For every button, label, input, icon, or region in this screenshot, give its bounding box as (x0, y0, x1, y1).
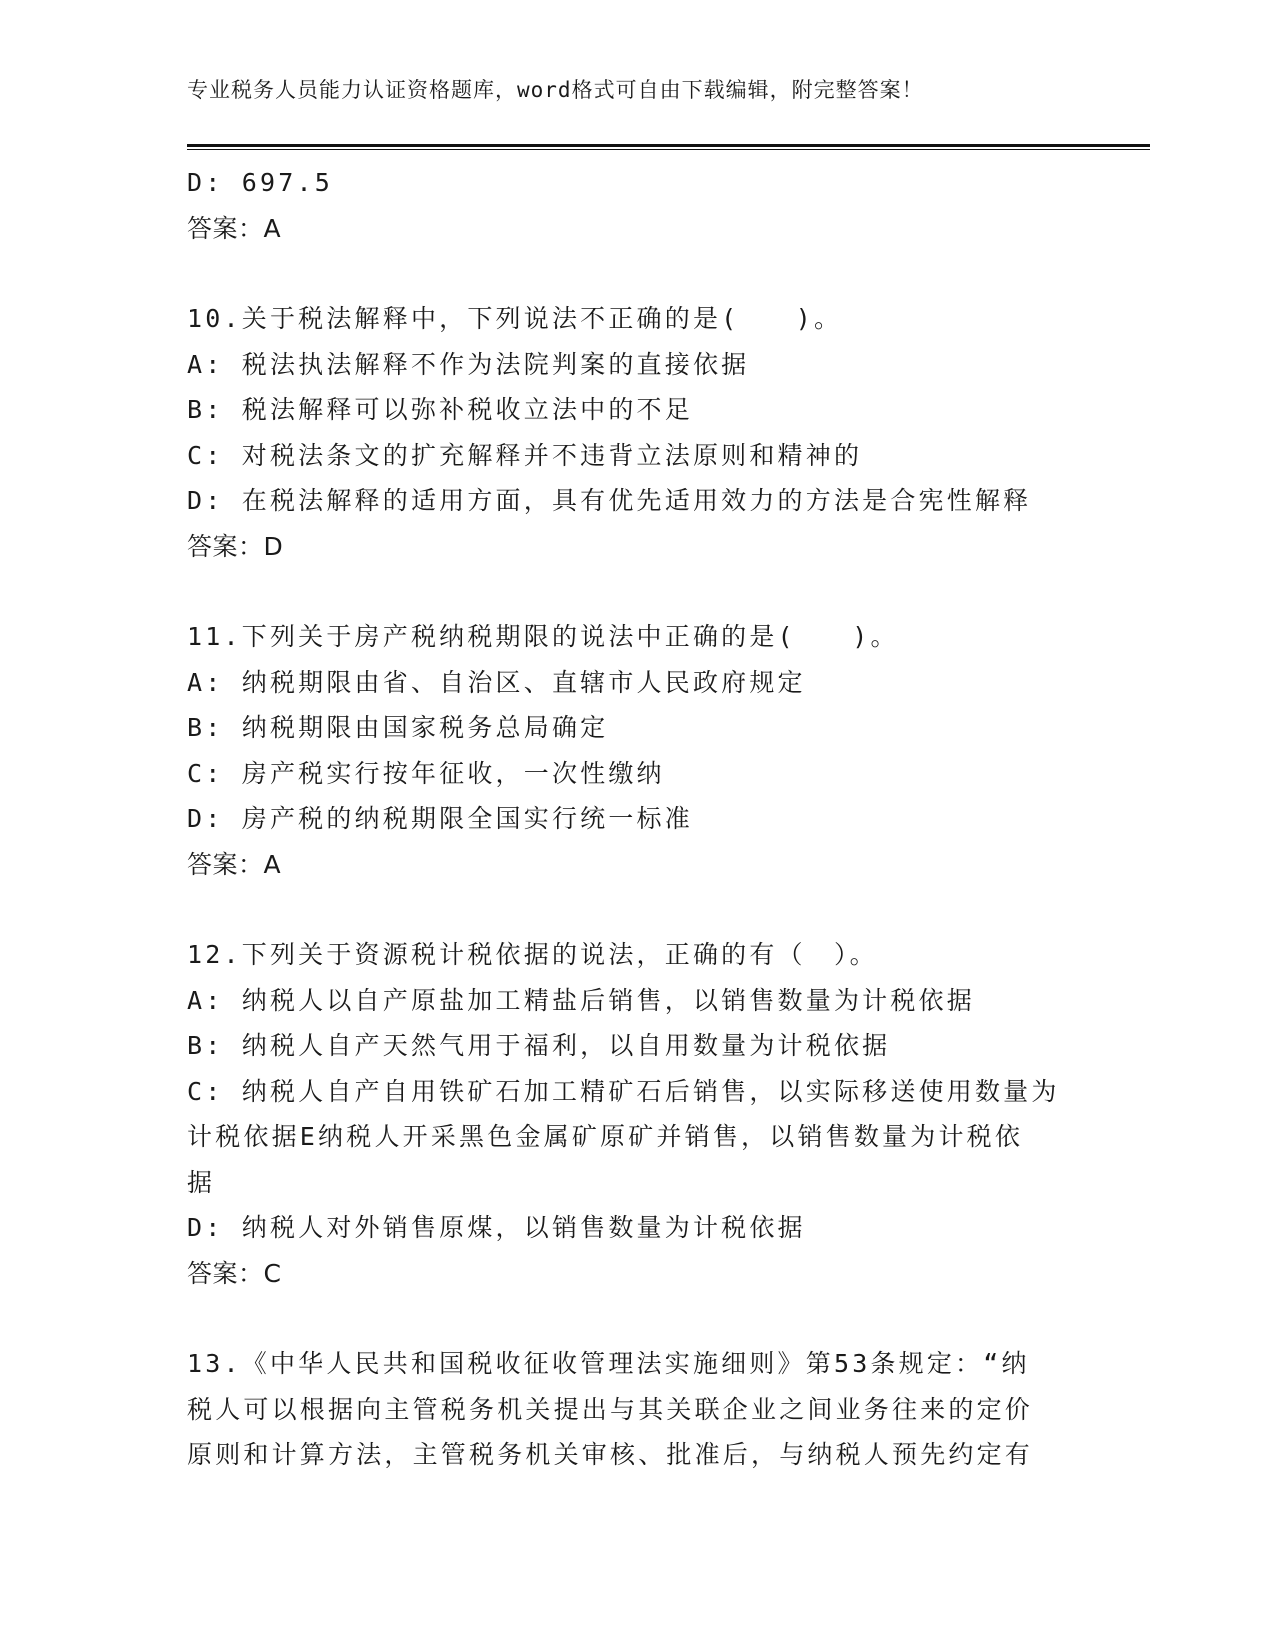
q10-option-a: A: 税法执法解释不作为法院判案的直接依据 (187, 349, 750, 379)
prev-answer: 答案：A (187, 213, 282, 243)
q12-option-a: A: 纳税人以自产原盐加工精盐后销售，以销售数量为计税依据 (187, 985, 975, 1015)
q12-option-c-line2: 计税依据E纳税人开采黑色金属矿原矿并销售，以销售数量为计税依 (187, 1122, 1024, 1151)
q12-answer: 答案：C (187, 1258, 282, 1288)
question-content (187, 160, 1087, 1478)
q11-option-a: A: 纳税期限由省、自治区、直辖市人民政府规定 (187, 667, 806, 697)
spacer (187, 887, 1087, 932)
q11-option-b: B: 纳税期限由国家税务总局确定 (187, 713, 609, 742)
q12-option-c-line3: 据 (187, 1167, 216, 1197)
q10-option-b: B: 税法解释可以弥补税收立法中的不足 (187, 395, 693, 424)
q11-stem: 11.下列关于房产税纳税期限的说法中正确的是( )。 (187, 622, 899, 651)
q10-answer: 答案：D (187, 531, 284, 561)
page-header: 专业税务人员能力认证资格题库，word格式可自由下载编辑，附完整答案！ (187, 78, 924, 102)
spacer (187, 569, 1087, 614)
q11-answer: 答案：A (187, 849, 282, 879)
q13-line1: 13.《中华人民共和国税收征收管理法实施细则》第53条规定：“纳 (187, 1349, 1030, 1378)
q10-option-c: C: 对税法条文的扩充解释并不违背立法原则和精神的 (187, 440, 863, 470)
q11-option-d: D: 房产税的纳税期限全国实行统一标准 (187, 804, 693, 833)
prev-option-d: D: 697.5 (187, 168, 334, 197)
spacer (187, 1296, 1087, 1341)
q13-line3: 原则和计算方法，主管税务机关审核、批准后，与纳税人预先约定有 (187, 1440, 1034, 1469)
q12-option-c-line1: C: 纳税人自产自用铁矿石加工精矿石后销售，以实际移送使用数量为 (187, 1076, 1060, 1106)
q10-option-d: D: 在税法解释的适用方面，具有优先适用效力的方法是合宪性解释 (187, 486, 1032, 515)
spacer (187, 251, 1087, 296)
q12-option-d: D: 纳税人对外销售原煤，以销售数量为计税依据 (187, 1213, 806, 1242)
q11-option-c: C: 房产税实行按年征收，一次性缴纳 (187, 758, 665, 788)
q10-stem: 10.关于税法解释中，下列说法不正确的是( )。 (187, 304, 843, 333)
q12-stem: 12.下列关于资源税计税依据的说法，正确的有（ ）。 (187, 940, 878, 969)
header-divider (187, 144, 1150, 150)
q13-line2: 税人可以根据向主管税务机关提出与其关联企业之间业务往来的定价 (187, 1394, 1034, 1424)
q12-option-b: B: 纳税人自产天然气用于福利，以自用数量为计税依据 (187, 1031, 891, 1060)
